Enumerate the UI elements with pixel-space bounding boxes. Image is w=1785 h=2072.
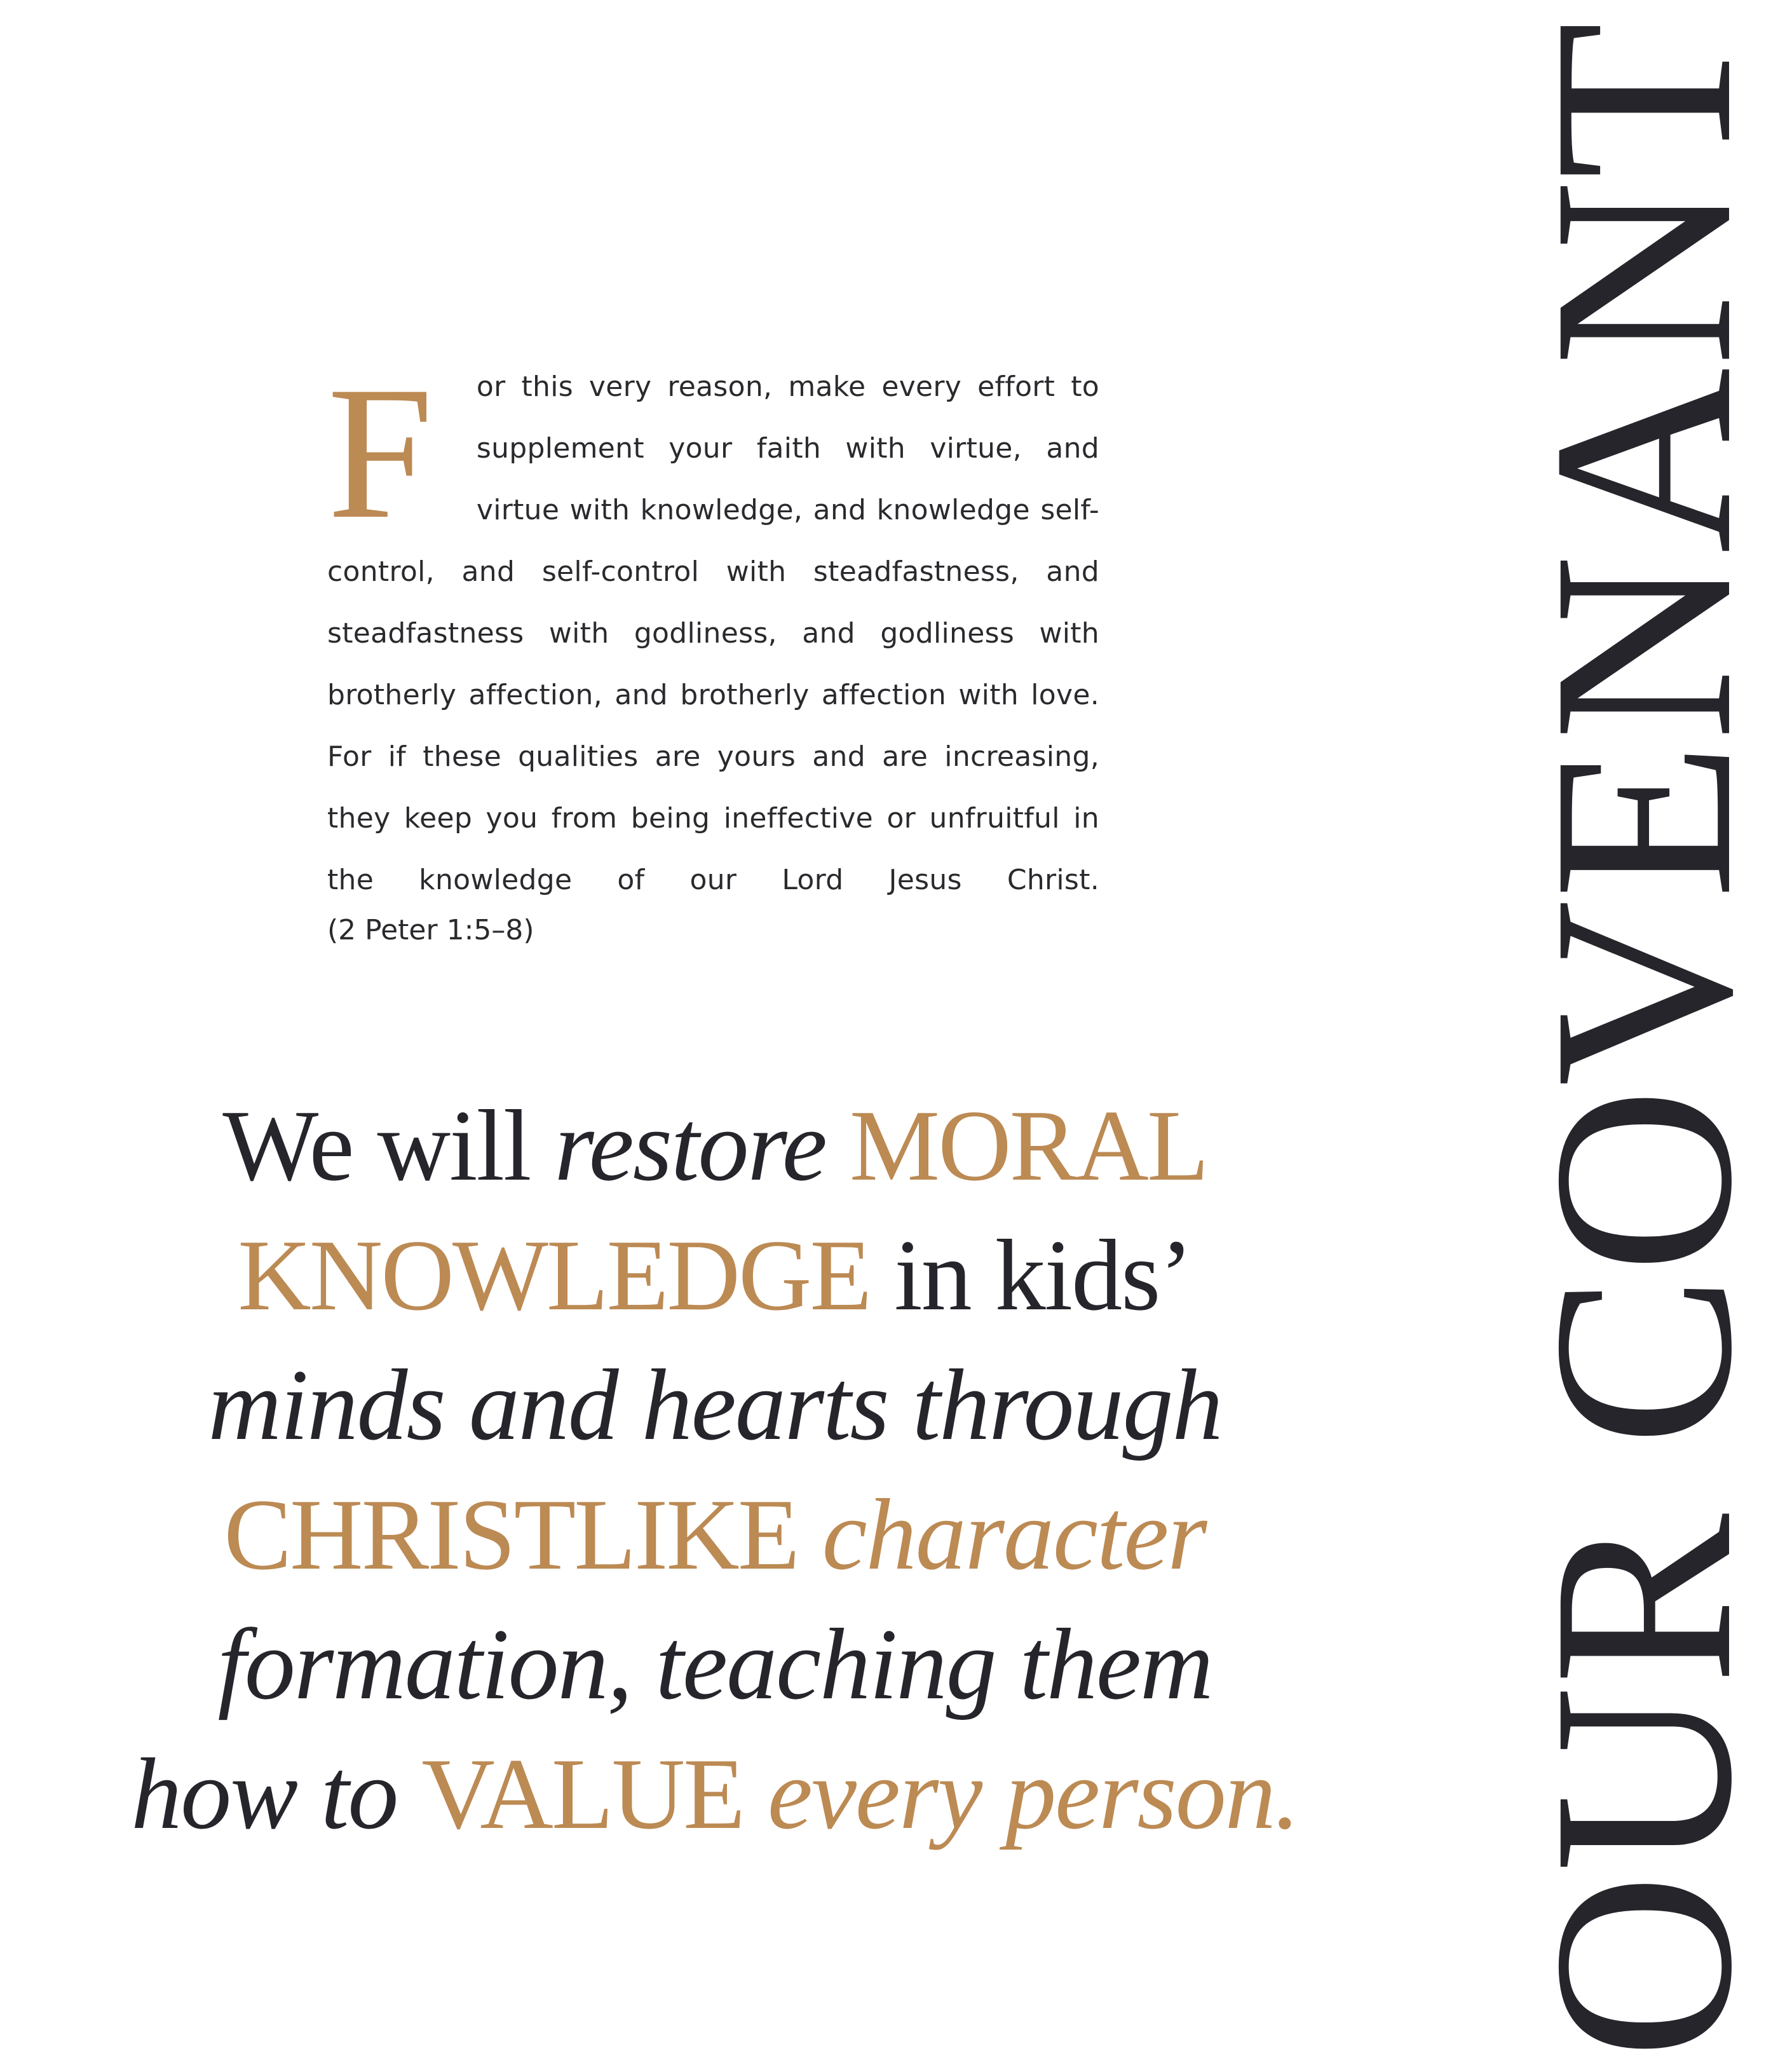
statement-highlight: CHRISTLIKE	[224, 1478, 798, 1591]
drop-cap: F	[327, 347, 433, 558]
statement-line-2	[95, 1210, 1334, 1340]
statement-highlight: character	[797, 1478, 1206, 1591]
statement-text: We will	[222, 1089, 555, 1202]
statement-highlight: VALUE	[421, 1737, 743, 1850]
scripture-reference: (2 Peter 1:5–8)	[327, 914, 534, 946]
vertical-title: OUR COVENANT	[1500, 20, 1785, 2059]
scripture-text: or this very reason, make every effort to supplement your faith with virtue, and virtue with knowledge, and knowledge self-control, and self-control with steadfastness, and steadfastness with godliness, and godliness with brotherly affection, and brotherly affection with love. For if these qualities are yours and are increasing, they keep you from being ineffective or unfruitful in the knowledge of our Lord Jesus Christ.	[327, 371, 1099, 896]
statement-highlight: every person.	[743, 1737, 1299, 1850]
statement-text: how to	[131, 1737, 422, 1850]
statement-line-4	[95, 1469, 1334, 1599]
statement-line-6	[95, 1729, 1334, 1858]
statement-text: in kids’	[870, 1218, 1192, 1332]
statement-text: restore	[554, 1089, 826, 1202]
statement-highlight: MORAL	[825, 1089, 1207, 1202]
statement-line-1	[95, 1080, 1334, 1210]
statement-line-3: minds and hearts through	[208, 1348, 1222, 1461]
statement-line-5: formation, teaching them	[217, 1607, 1212, 1721]
covenant-statement	[95, 1080, 1334, 1858]
scripture-passage	[327, 347, 1099, 911]
statement-highlight: KNOWLEDGE	[238, 1218, 871, 1332]
